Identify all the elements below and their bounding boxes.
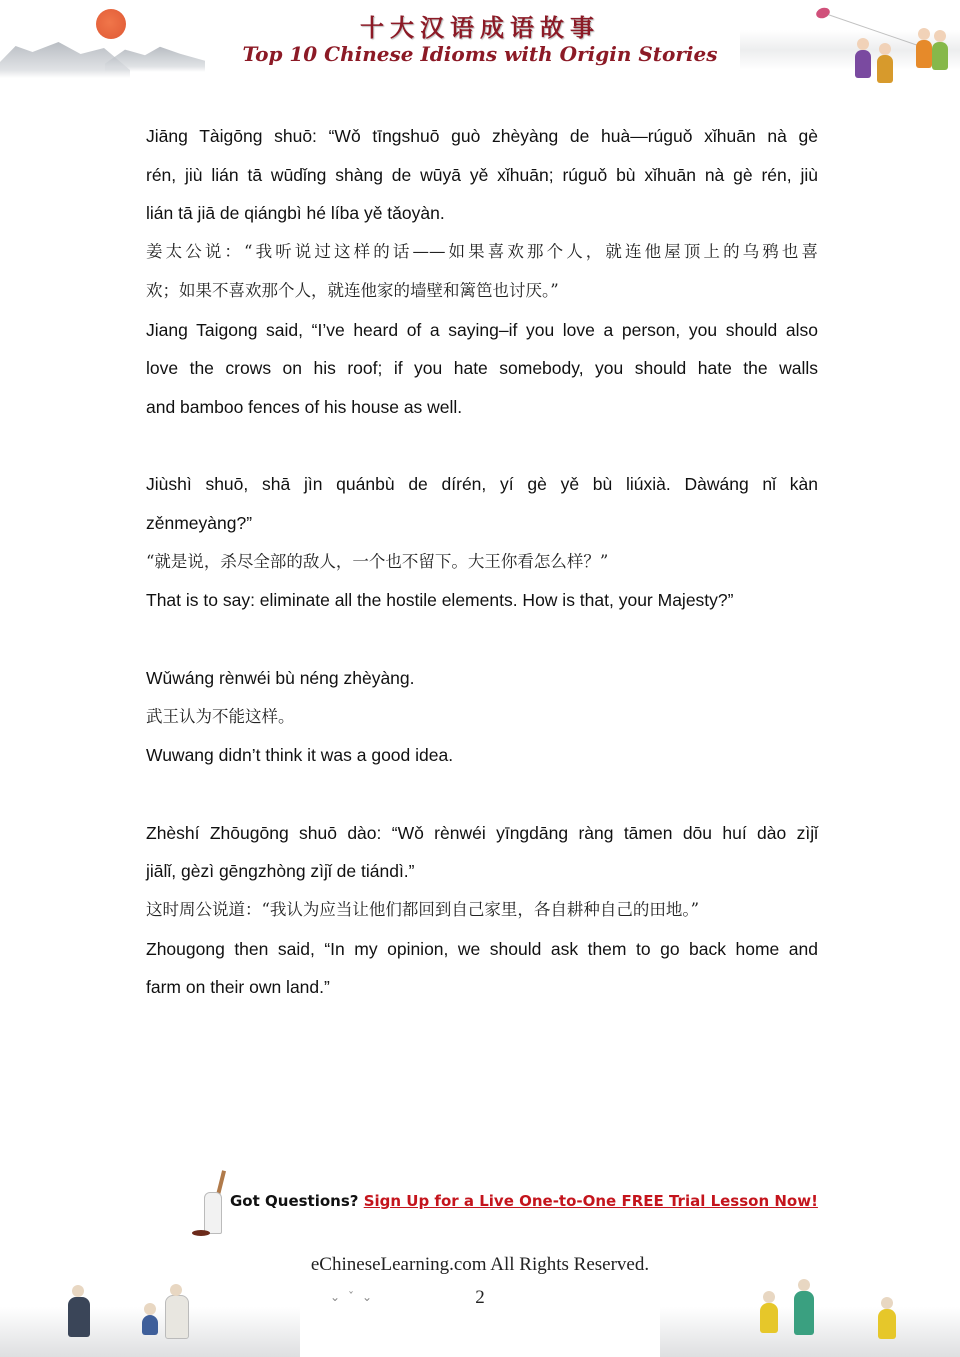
chinese-line: “就是说，杀尽全部的敌人，一个也不留下。大王你看怎么样？” <box>146 551 609 571</box>
chinese-line: 欢；如果不喜欢那个人，就连他家的墙壁和篱笆也讨厌。” <box>146 280 559 300</box>
english-line: Wuwang didn’t think it was a good idea. <box>146 745 454 766</box>
child-figure <box>878 1309 896 1339</box>
story-content <box>146 117 818 1007</box>
cta-text <box>230 1192 818 1210</box>
pinyin-line: Jiāng Tàigōng shuō: “Wǒ tīngshuō guò zhèyàng de huà—rúguǒ xǐhuān nà gè <box>146 126 818 146</box>
pinyin-line: jiālǐ, gèzì gēngzhòng zìjǐ de tiándì.” <box>146 861 415 882</box>
page-title-chinese: 十大汉语成语故事 <box>360 13 600 42</box>
paragraph-1 <box>146 117 818 427</box>
scholar-figure <box>165 1295 189 1339</box>
pinyin-line: Jiùshì shuō, shā jìn quánbù de dírén, yí gè yě bù liúxià. Dàwáng nǐ kàn <box>146 474 818 495</box>
english-line: and bamboo fences of his house as well. <box>146 396 463 417</box>
child-figure <box>142 1315 158 1335</box>
pinyin-line: lián tā jiā de qiángbì hé líba yě tǎoyàn. <box>146 203 445 224</box>
pinyin-line: Zhèshí Zhōugōng shuō dào: “Wǒ rènwéi yīngdāng ràng tāmen dōu huí dào zìjǐ <box>146 822 818 843</box>
child-figure <box>794 1291 814 1335</box>
english-line: farm on their own land.” <box>146 977 330 998</box>
paragraph-2 <box>146 465 818 620</box>
chinese-line: 武王认为不能这样。 <box>146 706 295 726</box>
child-figure <box>760 1303 778 1333</box>
page-number: 2 <box>475 1287 485 1308</box>
pinyin-line: rén, jiù lián tā wūdǐng shàng de wūyā yě xǐhuān; rúguǒ bù xǐhuān nà gè rén, jiù <box>146 164 818 185</box>
paragraph-spacer <box>146 775 818 814</box>
paragraph-spacer <box>146 427 818 466</box>
cta-banner <box>182 1160 818 1240</box>
birds-illustration: ⌄ˇ⌄ <box>330 1290 381 1304</box>
footer-scholars-illustration <box>0 1257 300 1357</box>
scholar-with-brush-icon <box>186 1164 226 1240</box>
page-title-english: Top 10 Chinese Idioms with Origin Stories <box>242 42 718 66</box>
footer-children-playing-illustration <box>660 1257 960 1357</box>
scholar-figure <box>68 1297 90 1337</box>
pinyin-line: zěnmeyàng?” <box>146 513 253 534</box>
chinese-line: 姜太公说：“我听说过这样的话——如果喜欢那个人，就连他屋顶上的乌鸦也喜 <box>146 242 818 262</box>
english-line: Zhougong then said, “In my opinion, we should ask them to go back home and <box>146 938 818 959</box>
free-trial-signup-link[interactable]: Sign Up for a Live One-to-One FREE Trial Lesson Now! <box>363 1192 818 1210</box>
english-line: Jiang Taigong said, “I’ve heard of a saying–if you love a person, you should also <box>146 319 818 340</box>
english-line: That is to say: eliminate all the hostile elements. How is that, your Majesty?” <box>146 590 734 611</box>
paragraph-spacer <box>146 620 818 659</box>
paragraph-4 <box>146 814 818 1008</box>
chinese-line: 这时周公说道：“我认为应当让他们都回到自己家里，各自耕种自己的田地。” <box>146 900 700 920</box>
pinyin-line: Wǔwáng rènwéi bù néng zhèyàng. <box>146 667 415 688</box>
paragraph-3 <box>146 659 818 775</box>
copyright-notice: eChineseLearning.com All Rights Reserved. <box>310 1254 650 1275</box>
cta-question: Got Questions? <box>230 1192 359 1210</box>
english-line: love the crows on his roof; if you hate somebody, you should hate the walls <box>146 358 818 379</box>
